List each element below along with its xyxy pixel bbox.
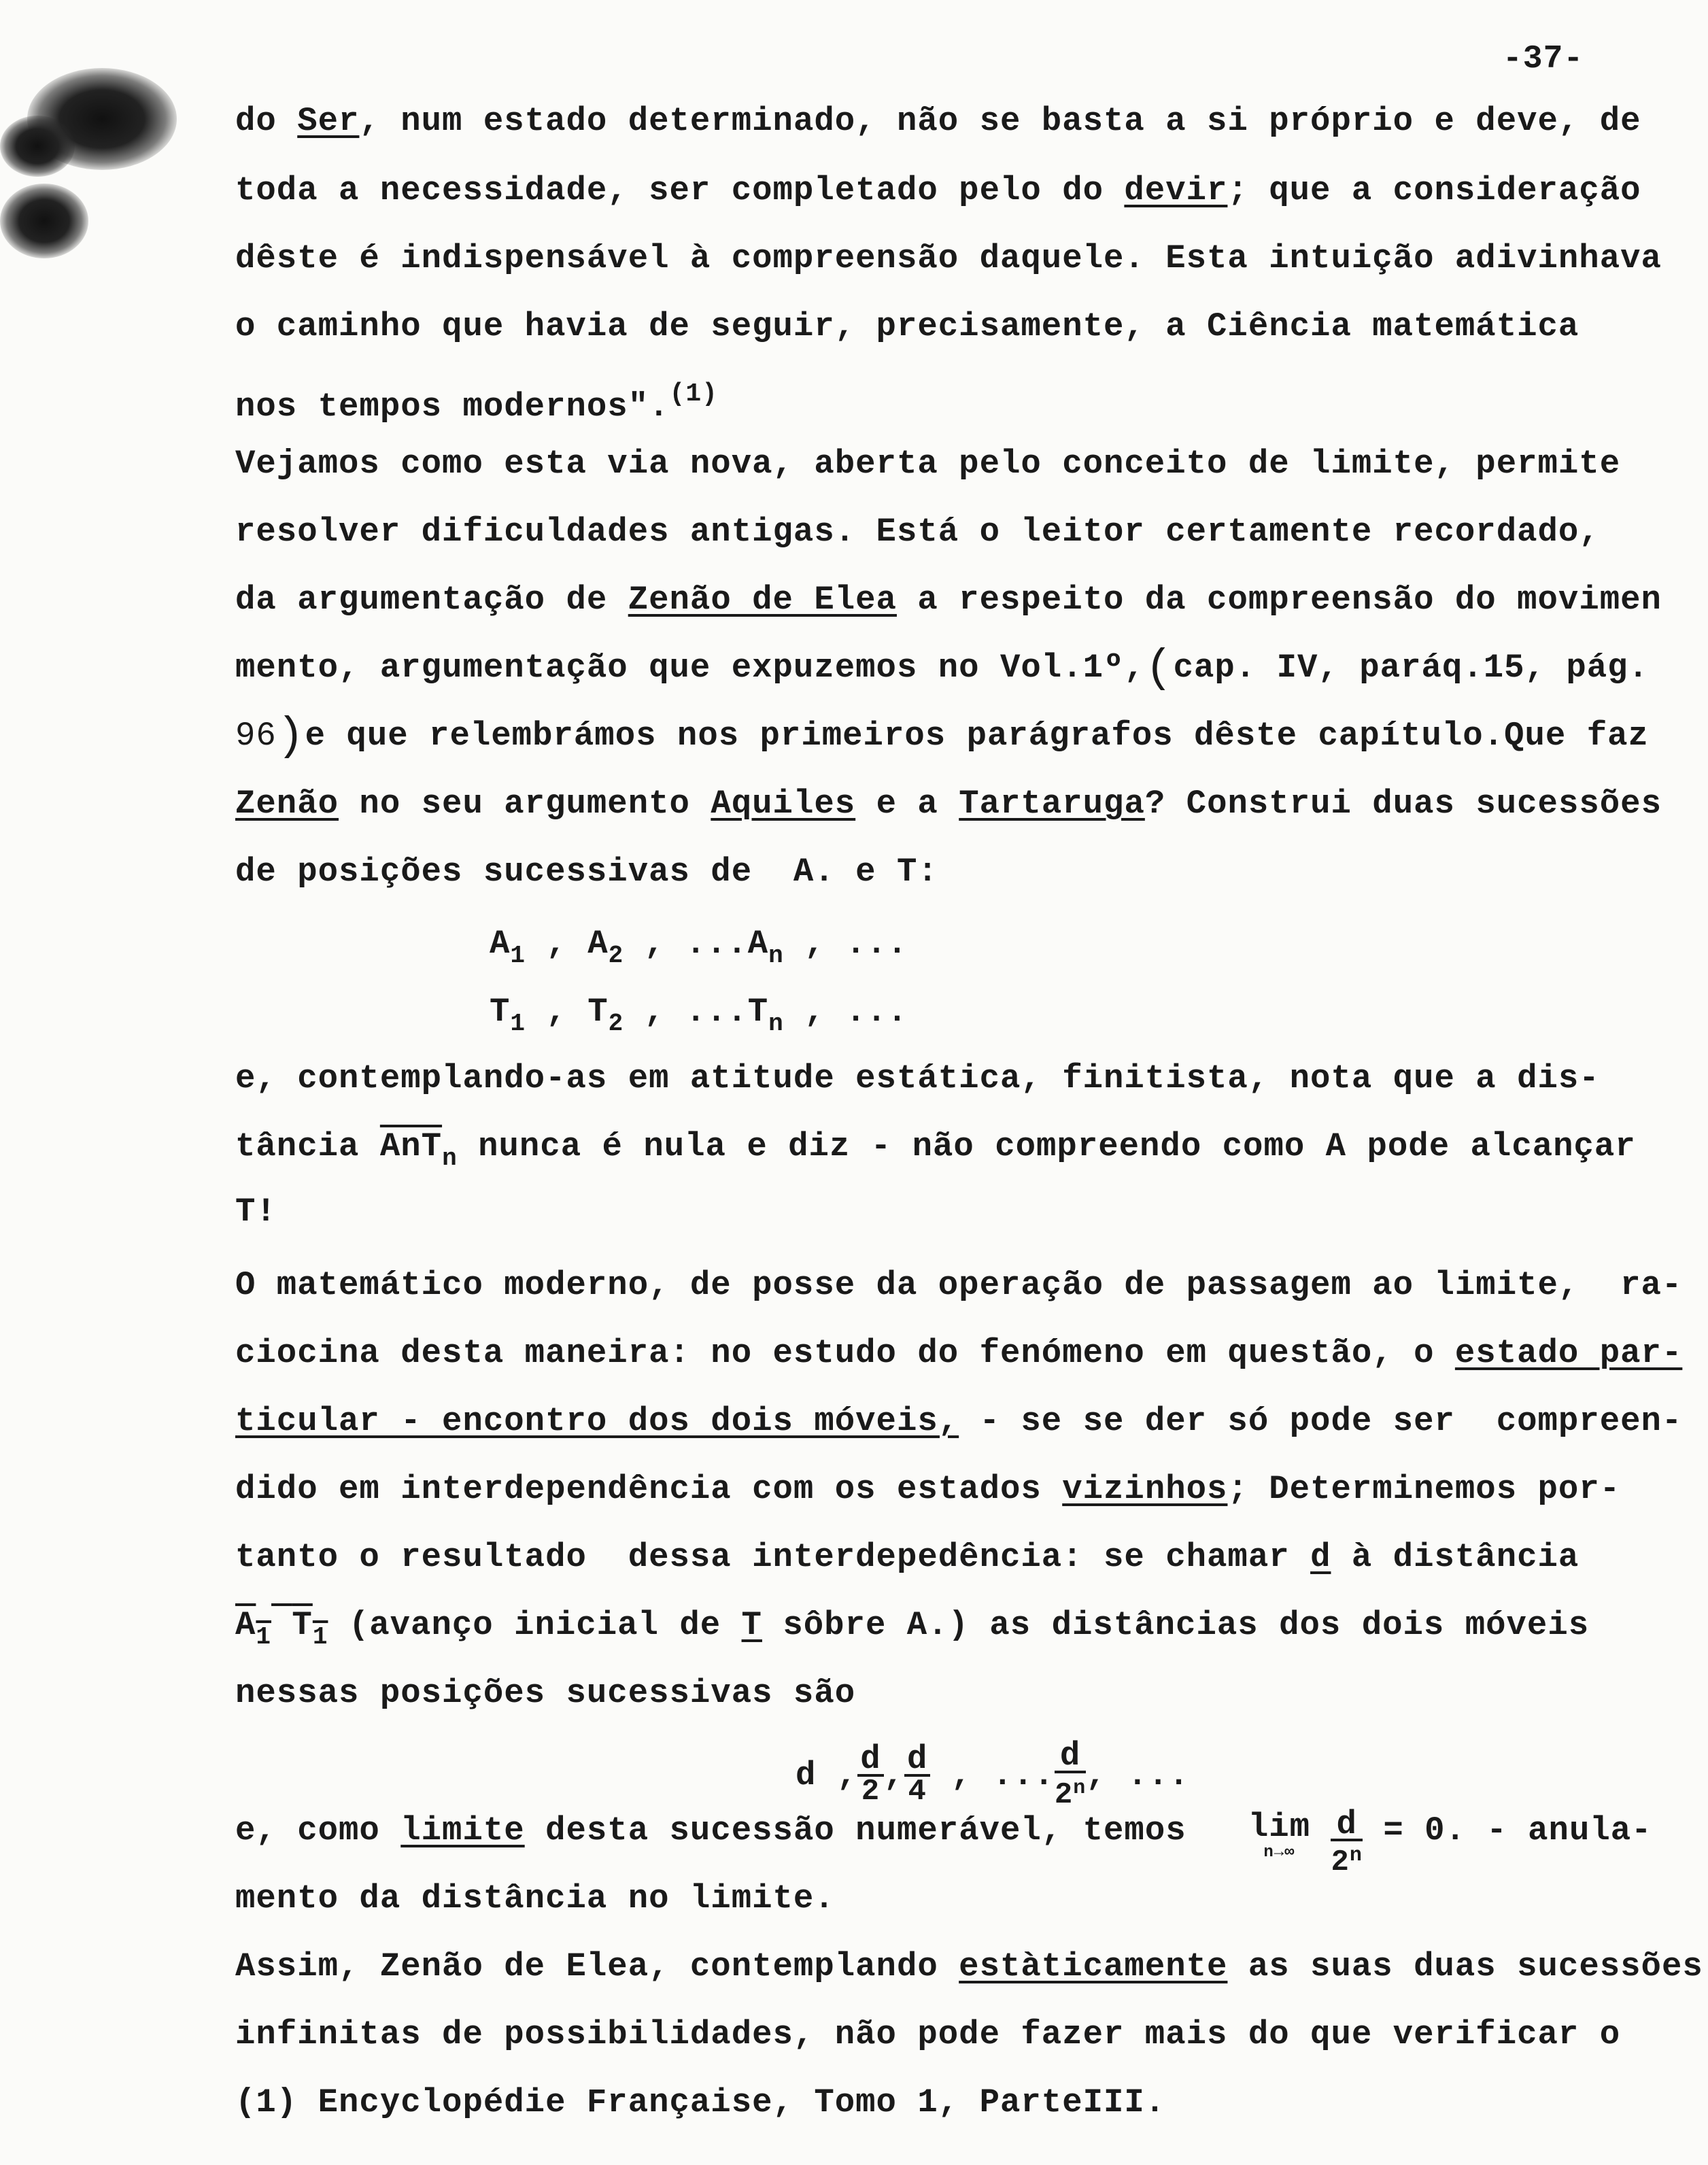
text-line: dido em interdependência com os estados vizinhos; Determinemos por- (235, 1470, 1621, 1508)
underlined-phrase: ticular - encontro dos dois móveis, (235, 1402, 959, 1440)
text-fragment: tância (235, 1127, 360, 1165)
text-line: Vejamos como esta via nova, aberta pelo conceito de limite, permite (235, 445, 1621, 483)
text-line: ciocina desta maneira: no estudo do fenómeno em questão, o estado par- (235, 1334, 1683, 1372)
underlined-word: Zenão de Elea (628, 581, 897, 619)
underlined-word: estado par- (1454, 1334, 1683, 1372)
text-line: resolver dificuldades antigas. Está o leitor certamente recordado, (235, 513, 1600, 551)
text-line: da argumentação de Zenão de Elea a respeito da compreensão do movimen (235, 581, 1662, 619)
text-line: Assim, Zenão de Elea, contemplando estàticamente as suas duas sucessões (235, 1947, 1703, 1985)
text-line: toda a necessidade, ser completado pelo do devir; que a consideração (235, 171, 1641, 209)
underlined-word: Tartaruga (959, 785, 1145, 823)
text-fragment: nos tempos modernos". (235, 388, 670, 426)
ink-smudge (0, 116, 75, 177)
ink-smudge (0, 184, 88, 258)
footnote-marker: (1) (669, 379, 718, 409)
limit-expression: lim n→∞ (1248, 1808, 1311, 1862)
sequence-t: $T_1$ , $T_2$ , $...T_n$ , ... (490, 993, 908, 1038)
segment-AnTn: $\overline{AnT}$ (379, 1127, 443, 1165)
text-line: 96)e que relembrámos nos primeiros parágrafos dêste capítulo.Que faz (235, 711, 1649, 763)
text-fragment: e que relembrámos nos primeiros parágrafos dêste capítulo.Que faz (305, 717, 1649, 755)
text-fragment: 96 (235, 717, 277, 755)
underlined-word: Zenão (235, 785, 339, 823)
text-line: nessas posições sucessivas são (235, 1674, 856, 1712)
underlined-word: limite (400, 1811, 525, 1849)
text-line: infinitas de possibilidades, não pode fazer mais do que verificar o (235, 2015, 1621, 2053)
underlined-word: estàticamente (959, 1947, 1228, 1985)
text-line: ticular - encontro dos dois móveis, - se se der só pode ser compreen- (235, 1402, 1683, 1440)
text-line: T! (235, 1193, 277, 1231)
underlined-word: d (1310, 1538, 1331, 1576)
text-line: e, contemplando-as em atitude estática, finitista, nota que a dis- (235, 1059, 1600, 1097)
limit-fraction: $\frac{d}{2^n}$ (1331, 1805, 1363, 1879)
text-line: o caminho que havia de seguir, precisamente, a Ciência matemática (235, 307, 1579, 345)
underlined-word: vizinhos (1062, 1470, 1228, 1508)
text-fragment: nunca é nula e diz - não compreendo como A pode alcançar (478, 1127, 1636, 1165)
text-fragment: = 0. - anula- (1383, 1811, 1652, 1849)
text-line: $A_1$ $T_1$ (avanço inicial de T sôbre A.) as distâncias dos dois móveis (235, 1606, 1590, 1651)
underlined-word: Ser (297, 102, 360, 140)
underlined-word: T (741, 1606, 762, 1644)
sequence-a: $A_1$ , $A_2$ , $...A_n$ , ... (490, 925, 908, 970)
segment-A1T1: $A_1$ $T_1$ (235, 1606, 328, 1651)
text-line: tanto o resultado dessa interdepedência: se chamar d à distância (235, 1538, 1579, 1576)
text-line: de posições sucessivas de A. e T: (235, 853, 938, 891)
text-line: e, como limite desta sucessão numerável, temos lim n→∞ $\frac{d}{2^n}$ = 0. - anula- (235, 1805, 1652, 1879)
text-line: Zenão no seu argumento Aquiles e a Tartaruga? Construi duas sucessões (235, 785, 1662, 823)
footnote: (1) Encyclopédie Française, Tomo 1, ParteIII. (235, 2083, 1166, 2121)
distance-sequence: d , $\frac{d}{2}$ , $\frac{d}{4}$ , ... $\frac{d}{2^n}$ , ... (796, 1737, 1190, 1812)
underlined-word: Aquiles (711, 785, 856, 823)
underlined-word: devir (1124, 171, 1228, 209)
text-line: mento, argumentação que expuzemos no Vol.1º,(cap. IV, paráq.15, pág. (235, 643, 1649, 695)
page-number: -37- (1503, 41, 1584, 78)
text-line: do Ser, num estado determinado, não se basta a si próprio e deve, de (235, 102, 1641, 140)
text-line: tância $\overline{AnT}_n$ nunca é nula e diz - não compreendo como A pode alcançar (235, 1127, 1636, 1172)
text-line: dêste é indispensável à compreensão daquele. Esta intuição adivinhava (235, 239, 1662, 277)
text-line: mento da distância no limite. (235, 1879, 835, 1917)
text-line (235, 374, 718, 427)
text-line: O matemático moderno, de posse da operação de passagem ao limite, ra- (235, 1266, 1683, 1304)
text-fragment: mento, argumentação que expuzemos no Vol.1º, (235, 649, 1145, 687)
text-fragment: cap. IV, paráq.15, pág. (1173, 649, 1649, 687)
